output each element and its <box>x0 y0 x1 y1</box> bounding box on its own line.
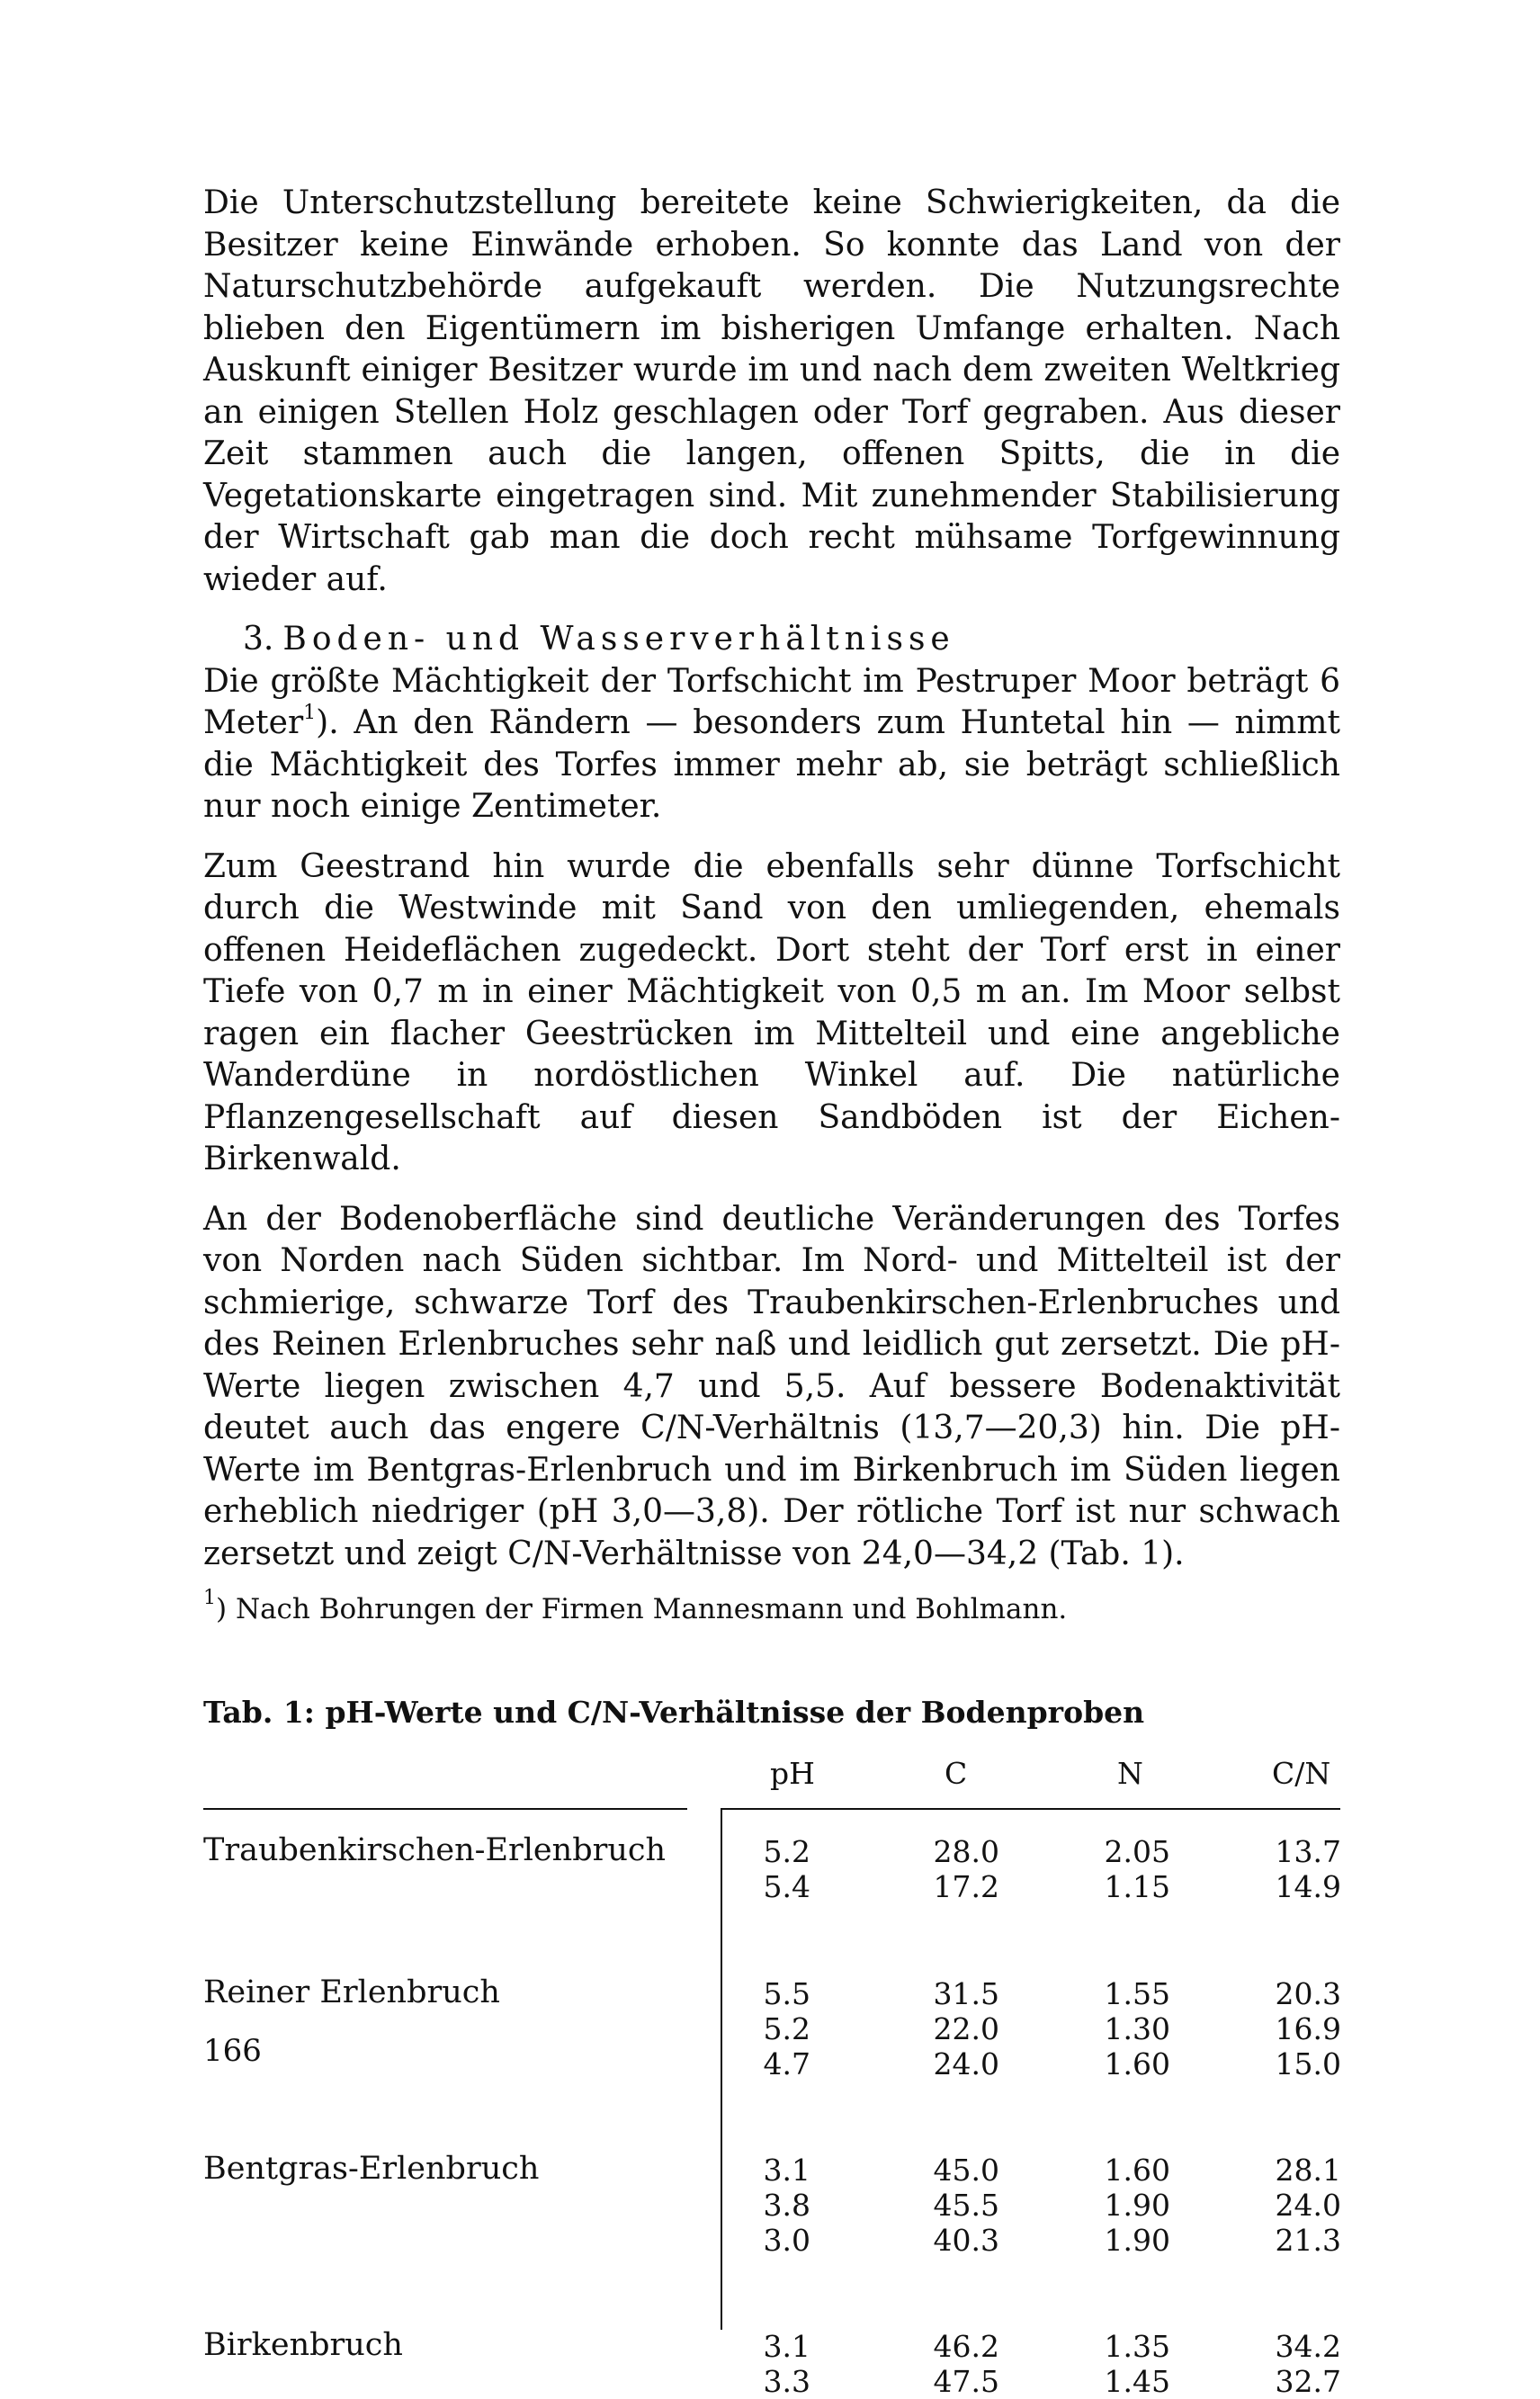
cell-ph: 3.3 <box>763 2363 810 2399</box>
site-name: Reiner Erlenbruch <box>203 1974 500 2010</box>
cell-n: 1.30 <box>1104 2010 1170 2046</box>
peat-depth-text: Die größte Mächtigkeit der Torfschicht im Pestruper Moor beträgt 6 Meter <box>203 662 1340 741</box>
cell-c: 22.0 <box>933 2010 999 2046</box>
cell-c: 24.0 <box>933 2045 999 2081</box>
cell-n: 1.15 <box>1104 1868 1170 1904</box>
header-ph: pH <box>770 1755 815 1791</box>
header-rule-left <box>203 1808 687 1810</box>
cell-ph: 5.5 <box>763 1975 810 2011</box>
cell-ph: 5.4 <box>763 1868 810 1904</box>
paragraph-land-protection: Die Unterschutzstellung bereitete keine Schwierigkeiten, da die Besitzer keine Einwände erhoben. So konnte das Land von der Naturschutzbehörde aufgekauft werden. Die Nutzungsrechte blieben den Eigentümern im bisherigen Umfange erhalten. Nach Auskunft einiger Besitzer wurde im und nach dem zweiten Weltkrieg an einigen Stellen Holz geschlagen oder Torf gegraben. Aus dieser Zeit stammen auch die langen, offenen Spitts, die in die Vegetationskarte eingetragen sind. Mit zunehmender Stabilisierung der Wirtschaft gab man die doch recht mühsame Torfgewinnung wieder auf. <box>203 184 1340 598</box>
cell-cn: 15.0 <box>1275 2045 1341 2081</box>
cell-n: 1.90 <box>1104 2187 1170 2223</box>
site-name: Bentgras-Erlenbruch <box>203 2150 540 2187</box>
cell-cn: 14.9 <box>1275 1868 1341 1904</box>
cell-cn: 20.3 <box>1275 1975 1341 2011</box>
footnote-marker: 1 <box>203 1587 216 1609</box>
header-cn: C/N <box>1272 1755 1331 1791</box>
cell-c: 40.3 <box>933 2222 999 2258</box>
cell-c: 31.5 <box>933 1975 999 2011</box>
footnote-reference: 1 <box>303 702 317 724</box>
cell-ph: 3.8 <box>763 2187 810 2223</box>
section-number: 3. <box>243 621 274 658</box>
cell-cn: 32.7 <box>1275 2363 1341 2399</box>
cell-c: 47.5 <box>933 2363 999 2399</box>
cell-n: 1.55 <box>1104 1975 1170 2011</box>
cell-cn: 28.1 <box>1275 2152 1341 2188</box>
header-rule-right <box>721 1808 1340 1810</box>
cell-c: 45.0 <box>933 2152 999 2188</box>
cell-c: 17.2 <box>933 1868 999 1904</box>
cell-c: 46.2 <box>933 2328 999 2364</box>
cell-ph: 3.1 <box>763 2152 810 2188</box>
cell-c: 45.5 <box>933 2187 999 2223</box>
paragraph-peat-depth <box>203 661 1340 828</box>
cell-cn: 24.0 <box>1275 2187 1341 2223</box>
paragraph-geest-edge: Zum Geestrand hin wurde die ebenfalls sehr dünne Torfschicht durch die Westwinde mit Sand von den umliegenden, ehemals offenen Heideflächen zugedeckt. Dort steht der Torf erst in einer Tiefe von 0,7 m in einer Mächtigkeit von 0,5 m an. Im Moor selbst ragen ein flacher Geestrücken im Mittelteil und eine angebliche Wanderdüne in nordöstlichen Winkel auf. Die natürliche Pflanzengesellschaft auf diesen Sandböden ist der Eichen-Birkenwald. <box>203 847 1340 1177</box>
page-number: 166 <box>203 2033 262 2069</box>
footnote-text: ) Nach Bohrungen der Firmen Mannesmann und Bohlmann. <box>216 1593 1068 1625</box>
peat-depth-close: ). <box>316 704 339 741</box>
peat-depth-rest: An den Rändern — besonders zum Huntetal hin — nimmt die Mächtigkeit des Torfes immer mehr ab, sie beträgt schließlich nur noch einige Zentimeter. <box>203 704 1340 825</box>
cell-ph: 5.2 <box>763 2010 810 2046</box>
cell-n: 2.05 <box>1104 1833 1170 1869</box>
section-title: Boden- und Wasserverhältnisse <box>282 621 955 658</box>
cell-cn: 16.9 <box>1275 2010 1341 2046</box>
cell-c: 28.0 <box>933 1833 999 1869</box>
table-header-row <box>203 1756 1340 1801</box>
cell-n: 1.90 <box>1104 2222 1170 2258</box>
site-name: Traubenkirschen-Erlenbruch <box>203 1831 667 1868</box>
cell-ph: 3.0 <box>763 2222 810 2258</box>
paragraph-soil-surface: An der Bodenoberfläche sind deutliche Veränderungen des Torfes von Norden nach Süden sichtbar. Im Nord- und Mittelteil ist der schmierige, schwarze Torf des Traubenkirschen-Erlenbruches und des Reinen Erlenbruches sehr naß und leidlich gut zersetzt. Die pH-Werte liegen zwischen 4,7 und 5,5. Auf bessere Bodenaktivität deutet auch das engere C/N-Verhältnis (13,7—20,3) hin. Die pH-Werte im Bentgras-Erlenbruch und im Birkenbruch im Süden liegen erheblich niedriger (pH 3,0—3,8). Der rötliche Torf ist nur schwach zersetzt und zeigt C/N-Verhältnisse von 24,0—34,2 (Tab. 1). <box>203 1200 1340 1572</box>
cell-n: 1.60 <box>1104 2045 1170 2081</box>
footnote <box>203 1587 1340 1627</box>
cell-ph: 5.2 <box>763 1833 810 1869</box>
page-body <box>203 183 1341 2399</box>
cell-ph: 4.7 <box>763 2045 810 2081</box>
table-caption: Tab. 1: pH-Werte und C/N-Verhältnisse der Bodenproben <box>203 1695 1145 1730</box>
cell-cn: 21.3 <box>1275 2222 1341 2258</box>
cell-cn: 34.2 <box>1275 2328 1341 2364</box>
site-name: Birkenbruch <box>203 2326 403 2363</box>
cell-ph: 3.1 <box>763 2328 810 2364</box>
cell-n: 1.60 <box>1104 2152 1170 2188</box>
soil-samples-table <box>203 1755 1341 2399</box>
cell-cn: 13.7 <box>1275 1833 1341 1869</box>
header-c: C <box>945 1755 968 1791</box>
cell-n: 1.35 <box>1104 2328 1170 2364</box>
section-heading <box>203 619 1340 661</box>
cell-n: 1.45 <box>1104 2363 1170 2399</box>
header-n: N <box>1117 1755 1143 1791</box>
